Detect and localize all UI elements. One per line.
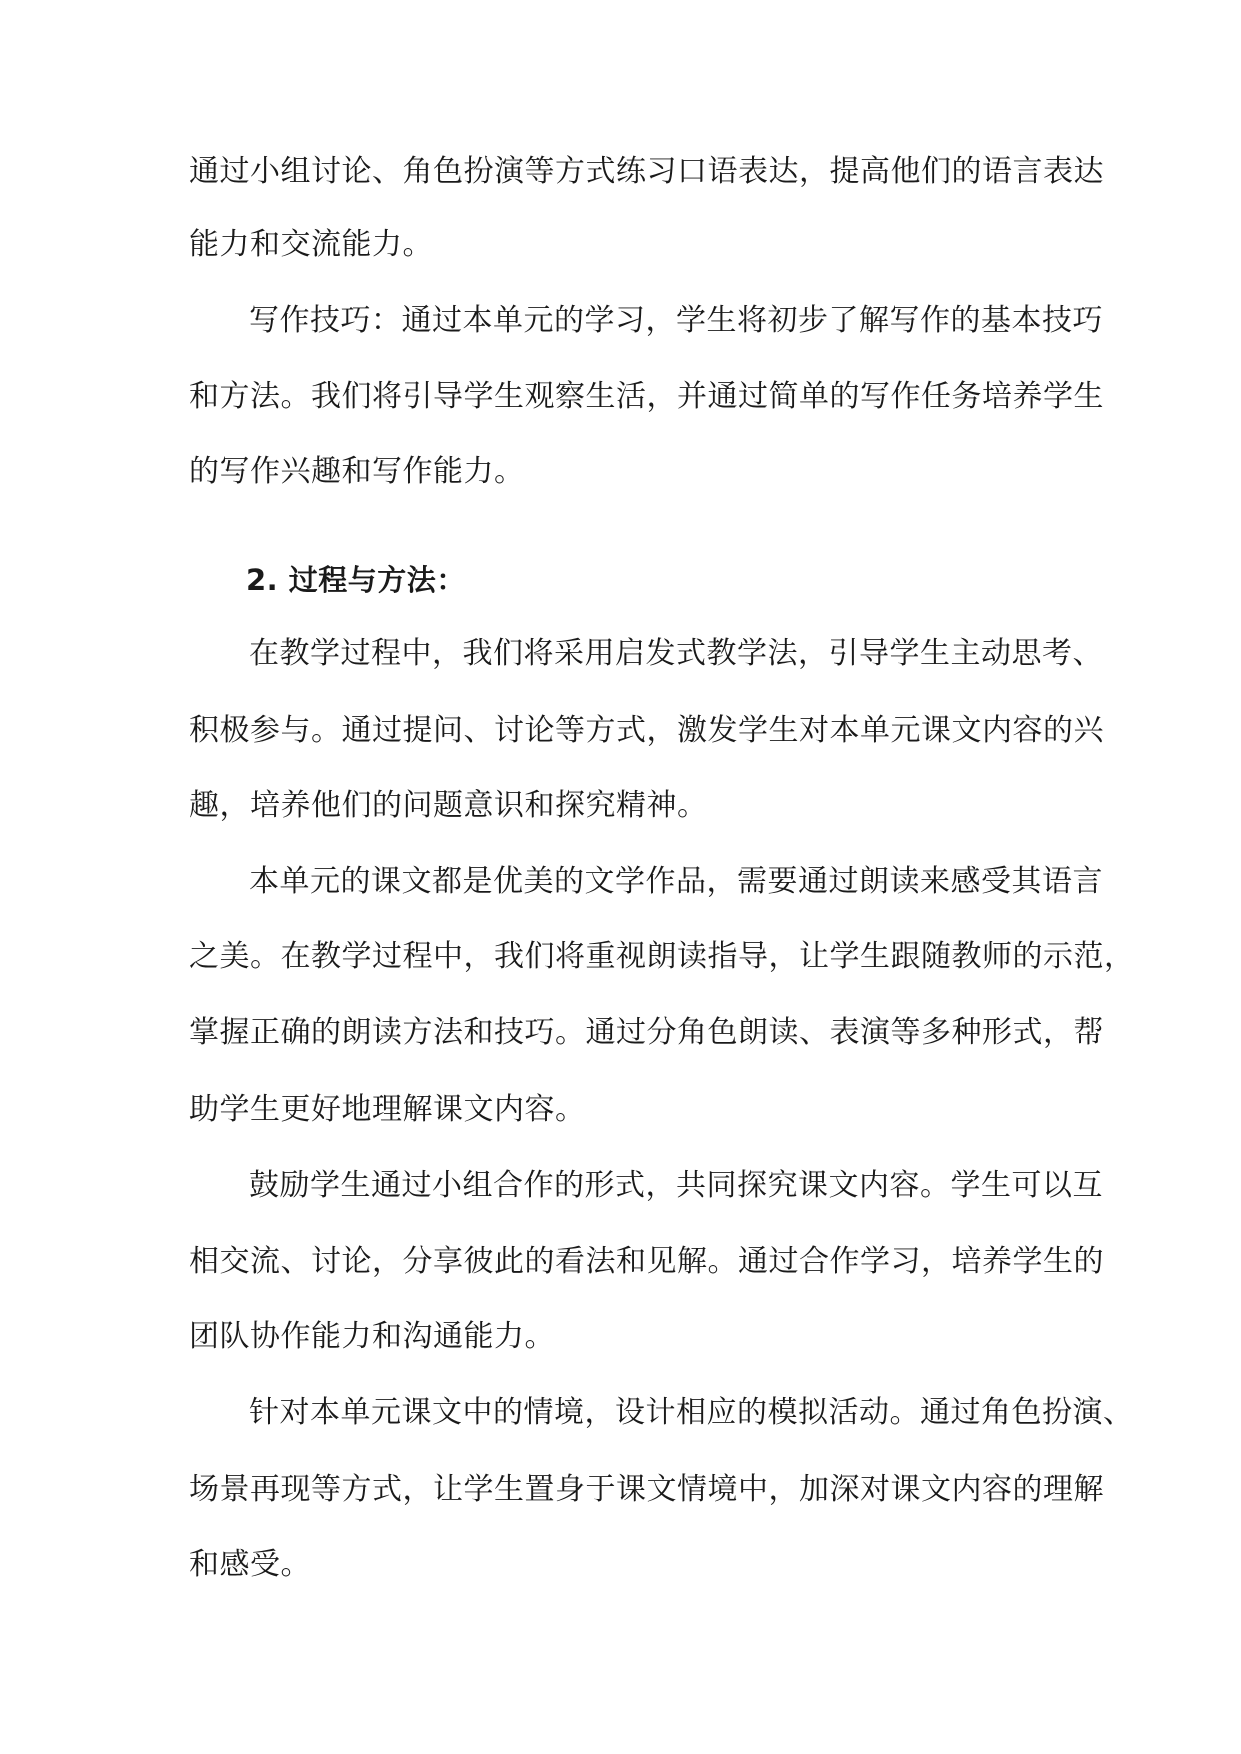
text-line: 的写作兴趣和写作能力。 — [189, 454, 525, 489]
text-line: 场景再现等方式，让学生置身于课文情境中，加深对课文内容的理解 — [189, 1472, 1104, 1507]
paragraph-start-line: 在教学过程中，我们将采用启发式教学法，引导学生主动思考、 — [249, 636, 1103, 671]
text-line: 掌握正确的朗读方法和技巧。通过分角色朗读、表演等多种形式，帮 — [189, 1015, 1104, 1050]
text-line: 趣，培养他们的问题意识和探究精神。 — [189, 788, 708, 823]
paragraph-start-line: 针对本单元课文中的情境，设计相应的模拟活动。通过角色扮演、 — [249, 1395, 1134, 1430]
paragraph-start-line: 鼓励学生通过小组合作的形式，共同探究课文内容。学生可以互 — [249, 1168, 1103, 1203]
text-line: 通过小组讨论、角色扮演等方式练习口语表达，提高他们的语言表达 — [189, 154, 1104, 189]
text-line: 团队协作能力和沟通能力。 — [189, 1319, 555, 1354]
text-line: 助学生更好地理解课文内容。 — [189, 1092, 586, 1127]
text-line: 和方法。我们将引导学生观察生活，并通过简单的写作任务培养学生 — [189, 379, 1104, 414]
paragraph-start-line: 本单元的课文都是优美的文学作品，需要通过朗读来感受其语言 — [249, 864, 1103, 899]
paragraph-start-line: 写作技巧：通过本单元的学习，学生将初步了解写作的基本技巧 — [249, 303, 1103, 338]
text-line: 能力和交流能力。 — [189, 227, 433, 262]
text-line: 和感受。 — [189, 1547, 311, 1582]
text-line: 之美。在教学过程中，我们将重视朗读指导，让学生跟随教师的示范， — [189, 939, 1135, 974]
text-line: 相交流、讨论，分享彼此的看法和见解。通过合作学习，培养学生的 — [189, 1244, 1104, 1279]
text-line: 积极参与。通过提问、讨论等方式，激发学生对本单元课文内容的兴 — [189, 713, 1104, 748]
section-heading: 2. 过程与方法： — [246, 563, 466, 597]
